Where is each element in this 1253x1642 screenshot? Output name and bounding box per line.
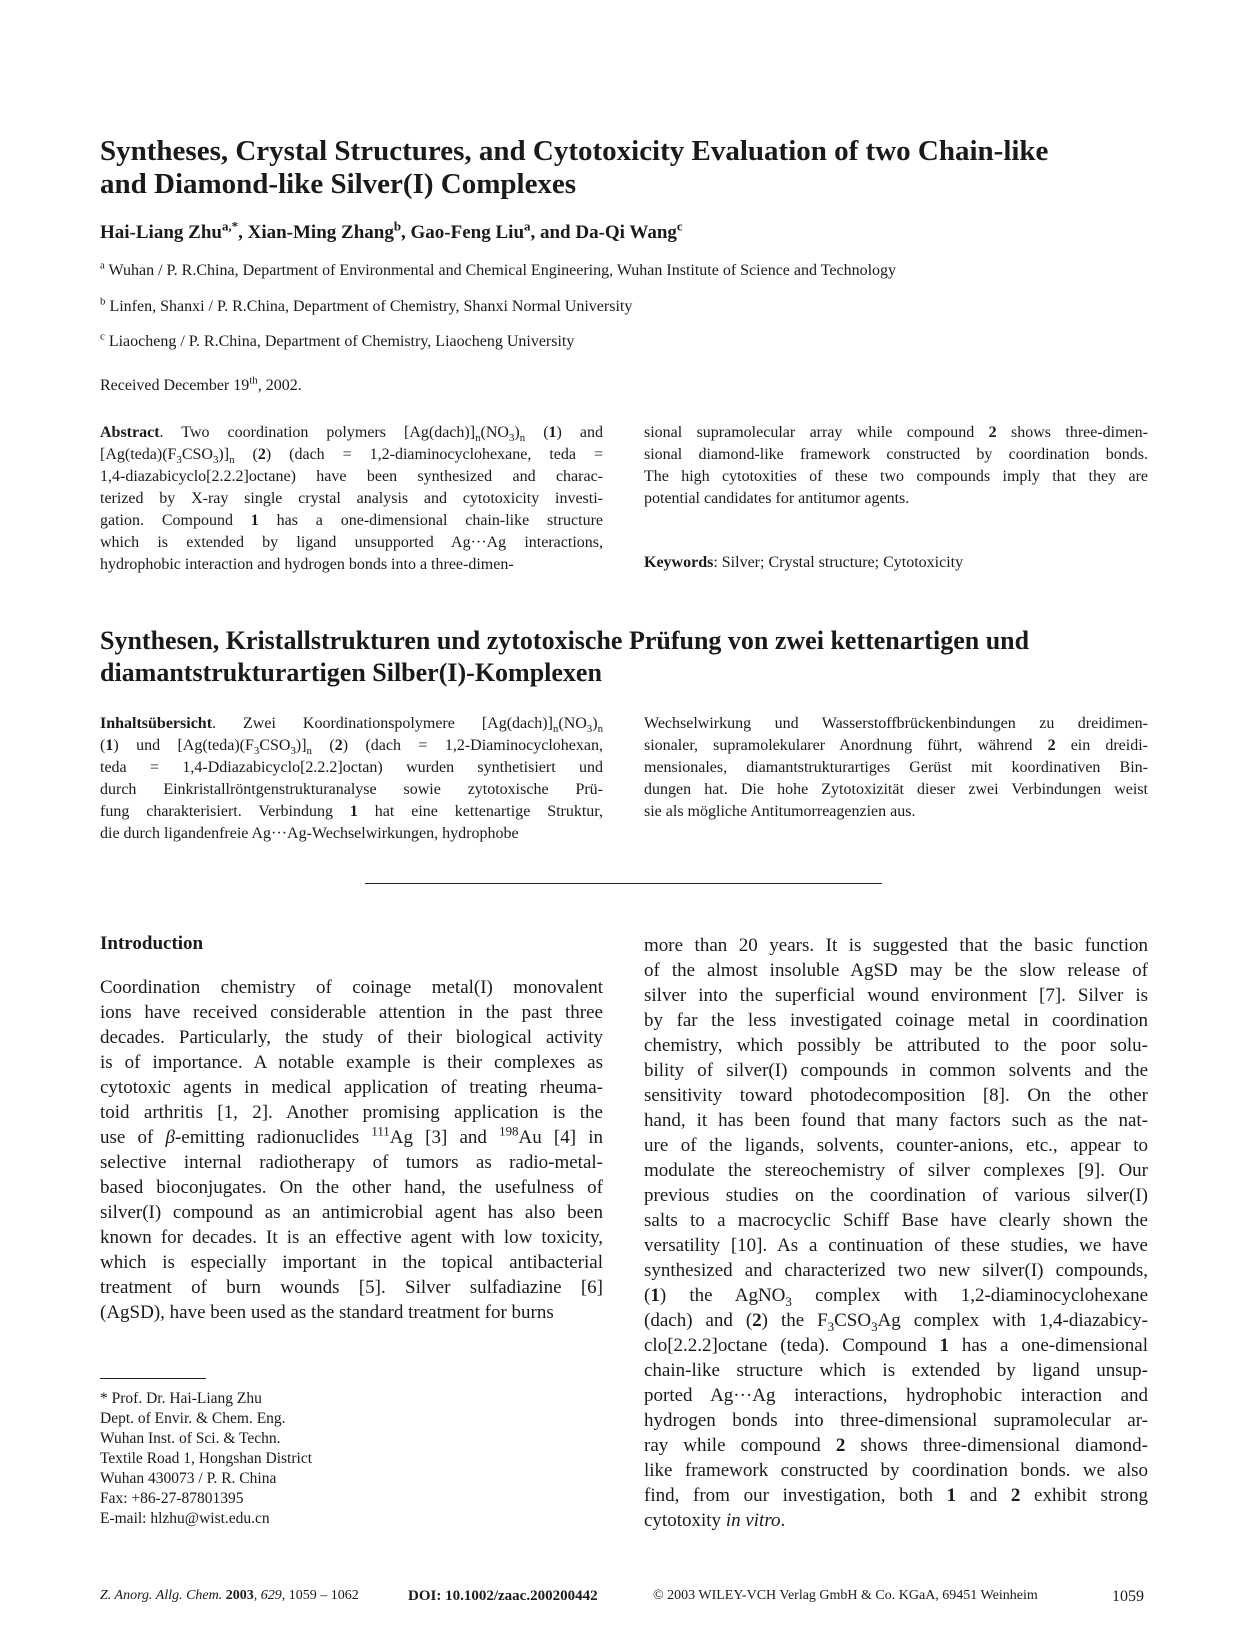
affiliation-b: $^b$ Linfen, Shanxi / P. R.China, Department of Chemistry, Shanxi Normal University [100,295,633,315]
footnote-line: Wuhan Inst. of Sci. & Techn. [100,1430,281,1447]
text-line: cytotoxity in vitro. [644,1510,786,1531]
text-line: clo[2.2.2]octane (teda). Compound 1 has a one-dimensional [644,1335,1148,1356]
text-line: sional diamond-like framework constructed by coordination bonds. [644,446,1148,463]
text-line: The high cytotoxities of these two compounds imply that they are [644,468,1148,485]
german-abstract-right [644,713,1148,823]
corresponding-author-footnote [100,1389,312,1529]
german-abstract-left [100,713,603,845]
text-line: (AgSD), have been used as the standard treatment for burns [100,1302,554,1323]
authors: Hai-Liang Zhu$^{a,*}$, Xian-Ming Zhang$^b$, Gao-Feng Liu$^a$, and Da-Qi Wang$^c$ [100,218,683,243]
text-line: based bioconjugates. On the other hand, the usefulness of [100,1177,603,1198]
text-line: previous studies on the coordination of various silver(I) [644,1185,1148,1206]
german-title [100,625,1029,689]
text-line: Wechselwirkung und Wasserstoffbrückenbindungen zu dreidimen- [644,715,1148,732]
text-line: hydrophobic interaction and hydrogen bonds into a three-dimen- [100,556,514,573]
text-line: silver into the superficial wound environment [7]. Silver is [644,985,1148,1006]
footnote-line: E-mail: hlzhu@wist.edu.cn [100,1510,270,1527]
section-divider [365,883,882,884]
text-line: selective internal radiotherapy of tumors as radio-metal- [100,1152,603,1173]
text-line: (dach) and (2) the $F_3CSO_3Ag$ complex with 1,4-diazabicy- [644,1310,1148,1334]
text-line: more than 20 years. It is suggested that the basic function [644,935,1148,956]
intro-left-column [100,975,603,1325]
text-line: bility of silver(I) compounds in common solvents and the [644,1060,1148,1081]
page-number: 1059 [1112,1588,1144,1605]
affiliation-a: $^a$ Wuhan / P. R.China, Department of Environmental and Chemical Engineering, Wuhan Institute of Science and Technology [100,259,897,279]
text-line: ray while compound 2 shows three-dimensional diamond- [644,1435,1148,1456]
text-line: fung charakterisiert. Verbindung 1 hat eine kettenartige Struktur, [100,803,603,820]
text-line: by far the less investigated coinage metal in coordination [644,1010,1148,1031]
text-line: ions have received considerable attention in the past three [100,1002,603,1023]
text-line: 1,4-diazabicyclo[2.2.2]octane) have been synthesized and charac- [100,468,603,485]
abstract-left [100,422,603,576]
text-line: mensionales, diamantstrukturartiges Gerüst mit koordinativen Bin- [644,759,1148,776]
text-line: use of β-emitting radionuclides $^{111}$Ag [3] and $^{198}$Au [4] in [100,1123,603,1148]
copyright: © 2003 WILEY-VCH Verlag GmbH & Co. KGaA, 69451 Weinheim [653,1588,1038,1603]
text-line: which is especially important in the topical antibacterial [100,1252,603,1273]
text-line: synthesized and characterized two new silver(I) compounds, [644,1260,1148,1281]
text-line: sie als mögliche Antitumorreagenzien aus. [644,803,916,820]
text-line: (1) und $[Ag(teda)(F_3CSO_3)]_n$ (2) (dach = 1,2-Diaminocyclohexan, [100,737,603,758]
text-line: find, from our investigation, both 1 and 2 exhibit strong [644,1485,1148,1506]
received-date: Received December 19th, 2002. [100,374,302,394]
text-line: treatment of burn wounds [5]. Silver sulfadiazine [6] [100,1277,603,1298]
text-line: teda = 1,4-Ddiazabicyclo[2.2.2]octan) wurden synthetisiert und [100,759,603,776]
footnote-line: * Prof. Dr. Hai-Liang Zhu [100,1390,262,1407]
footnote-line: Textile Road 1, Hongshan District [100,1450,313,1467]
journal-citation: Z. Anorg. Allg. Chem. 2003, 629, 1059 – 1062 [100,1588,359,1603]
text-line: toid arthritis [1, 2]. Another promising application is the [100,1102,603,1123]
text-line: modulate the stereochemistry of silver complexes [9]. Our [644,1160,1148,1181]
text-line: decades. Particularly, the study of their biological activity [100,1027,603,1048]
text-line: salts to a macrocyclic Schiff Base have clearly shown the [644,1210,1148,1231]
text-line: durch Einkristallröntgenstrukturanalyse sowie zytotoxische Prü- [100,781,603,798]
text-line: $[Ag(teda)(F_3CSO_3)]_n$ (2) (dach = 1,2-diaminocyclohexane, teda = [100,446,603,467]
text-line: Coordination chemistry of coinage metal(I) monovalent [100,977,603,998]
text-line: versatility [10]. As a continuation of these studies, we have [644,1235,1148,1256]
text-line: (1) the AgNO$_3$ complex with 1,2-diaminocyclohexane [644,1285,1149,1309]
keywords: Keywords: Silver; Crystal structure; Cytotoxicity [644,554,964,571]
text-line: silver(I) compound as an antimicrobial agent has also been [100,1202,603,1223]
text-line: ure of the ligands, solvents, counter-anions, etc., appear to [644,1135,1148,1156]
text-line: which is extended by ligand unsupported Ag···Ag interactions, [100,534,603,551]
footnote-line: Wuhan 430073 / P. R. China [100,1470,277,1487]
text-line: cytotoxic agents in medical application of treating rheuma- [100,1077,603,1098]
text-line: is of importance. A notable example is their complexes as [100,1052,603,1073]
text-line: chemistry, which possibly be attributed to the poor solu- [644,1035,1148,1056]
german-title-line: diamantstrukturartigen Silber(I)-Komplexen [100,658,602,687]
doi: DOI: 10.1002/zaac.200200442 [408,1588,598,1604]
text-line: potential candidates for antitumor agents. [644,490,910,507]
footnote-line: Fax: +86-27-87801395 [100,1490,244,1507]
footnote-rule [100,1378,206,1379]
text-line: sional supramolecular array while compound 2 shows three-dimen- [644,424,1149,441]
text-line: chain-like structure which is extended by ligand unsup- [644,1360,1148,1381]
text-line: like framework constructed by coordination bonds. we also [644,1460,1148,1481]
affiliation-c: $^c$ Liaocheng / P. R.China, Department of Chemistry, Liaocheng University [100,330,575,350]
abstract-right [644,422,1148,510]
text-line: ported Ag···Ag interactions, hydrophobic interaction and [644,1385,1148,1406]
text-line: hand, it has been found that many factors such as the nat- [644,1110,1148,1131]
text-line: die durch ligandenfreie Ag···Ag-Wechselwirkungen, hydrophobe [100,825,519,842]
text-line: of the almost insoluble AgSD may be the slow release of [644,960,1148,981]
text-line: Inhaltsübersicht. Zwei Koordinationspolymere $[Ag(dach)]_n(NO_3)_n$ [100,715,603,736]
intro-right-column [644,933,1148,1533]
text-line: known for decades. It is an effective agent with low toxicity, [100,1227,603,1248]
title-line: Syntheses, Crystal Structures, and Cytotoxicity Evaluation of two Chain-like [100,135,1049,167]
text-line: dungen hat. Die hohe Zytotoxizität dieser zwei Verbindungen weist [644,781,1148,798]
paper-title [100,135,1048,201]
footnote-line: Dept. of Envir. & Chem. Eng. [100,1410,286,1427]
section-heading-introduction: Introduction [100,933,204,954]
title-line: and Diamond-like Silver(I) Complexes [100,168,577,200]
text-line: terized by X-ray single crystal analysis and cytotoxicity investi- [100,490,603,507]
text-line: sensitivity toward photodecomposition [8]. On the other [644,1085,1148,1106]
text-line: hydrogen bonds into three-dimensional supramolecular ar- [644,1410,1148,1431]
text-line: sionaler, supramolekularer Anordnung führt, während 2 ein dreidi- [644,737,1148,754]
german-title-line: Synthesen, Kristallstrukturen und zytotoxische Prüfung von zwei kettenartigen und [100,626,1030,655]
text-line: Abstract. Two coordination polymers $[Ag(dach)]_n(NO_3)_n$ (1) and [100,424,604,445]
text-line: gation. Compound 1 has a one-dimensional chain-like structure [100,512,604,529]
